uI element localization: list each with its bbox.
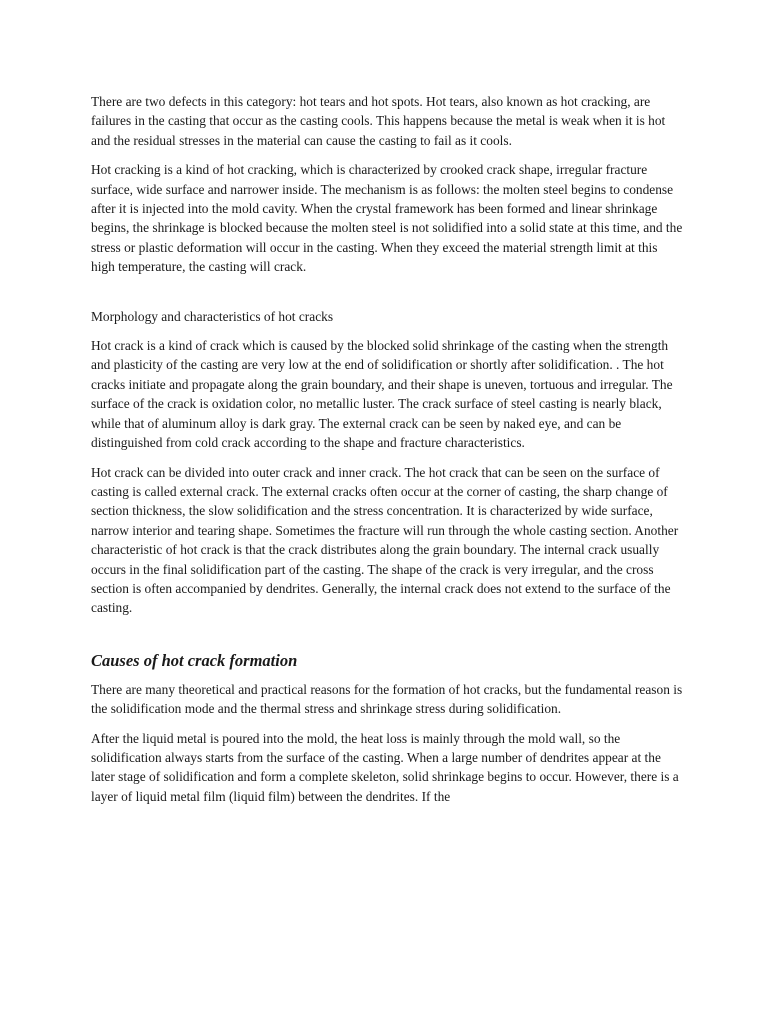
subheading-morphology: Morphology and characteristics of hot cracks [91,308,334,324]
paragraph-theoretical-reasons: There are many theoretical and practical reasons for the formation of hot cracks, but the fundamental reason is the solidification mode and the thermal stress and shrinkage stress during solidification. [91,681,683,717]
paragraph-solidification-process: After the liquid metal is poured into the mold, the heat loss is mainly through the mold wall, so the solidification always starts from the surface of the casting. When a large number of dendrites appear at the later stage of solidification and form a complete skeleton, solid shrinkage begins to occur. However, there is a layer of liquid metal film (liquid film) between the dendrites. If the [91,730,679,804]
paragraph-outer-inner-crack: Hot crack can be divided into outer crack and inner crack. The hot crack that can be seen on the surface of casting is called external crack. The external cracks often occur at the corner of casting, the sharp change of section thickness, the slow solidification and the stress concentration. It is characterized by wide surface, narrow interior and tearing shape. Sometimes the fracture will run through the whole casting section. Another characteristic of hot crack is that the crack distributes along the grain boundary. The internal crack usually occurs in the final solidification part of the casting. The shape of the crack is very irregular, and the cross section is often accompanied by dendrites. Generally, the internal crack does not extend to the surface of the casting. [91,464,679,616]
paragraph-hot-crack-definition: Hot crack is a kind of crack which is caused by the blocked solid shrinkage of the casting when the strength and plasticity of the casting are very low at the end of solidification or shortly after solidification. . The hot cracks initiate and propagate along the grain boundary, and their shape is uneven, tortuous and irregular. The surface of the crack is oxidation color, no metallic luster. The crack surface of steel casting is nearly black, while that of aluminum alloy is dark gray. The external crack can be seen by naked eye, and can be distinguished from cold crack according to the shape and fracture characteristics. [91,338,673,451]
heading-causes: Causes of hot crack formation [91,650,298,670]
paragraph-hot-tears-intro: There are two defects in this category: hot tears and hot spots. Hot tears, also known as hot cracking, are failures in the casting that occur as the casting cools. This happens because the metal is weak when it is hot and the residual stresses in the material can cause the casting to fail as it cools. [91,94,666,148]
paragraph-hot-cracking-mechanism: Hot cracking is a kind of hot cracking, which is characterized by crooked crack shape, irregular fracture surface, wide surface and narrower inside. The mechanism is as follows: the molten steel begins to condense after it is injected into the mold cavity. When the crystal framework has been formed and linear shrinkage begins, the shrinkage is blocked because the molten steel is not solidified into a solid state at this time, and the stress or plastic deformation will occur in the casting. When they exceed the material strength limit at this high temperature, the casting will crack. [91,162,683,275]
document-page [91,92,683,816]
